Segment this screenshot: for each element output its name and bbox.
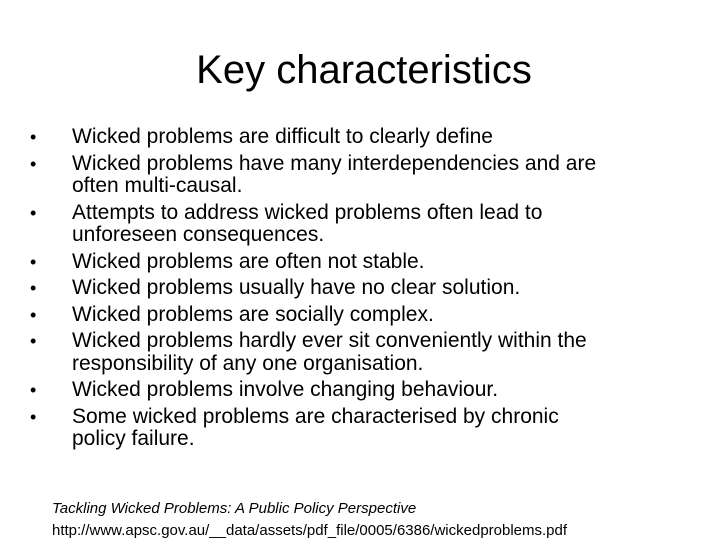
bullet-line: Wicked problems are difficult to clearly define <box>72 125 493 148</box>
bullet-icon: • <box>30 127 37 147</box>
bullet-line: policy failure. <box>72 427 195 450</box>
bullet-line: Wicked problems are socially complex. <box>72 302 434 326</box>
bullet-line: Some wicked problems are characterised by chronic <box>72 404 559 428</box>
bullet-item <box>30 126 700 149</box>
bullet-item <box>30 379 700 402</box>
bullet-icon: • <box>30 304 37 325</box>
bullet-list <box>30 126 700 451</box>
bullet-item <box>30 406 700 451</box>
bullet-line: Wicked problems are often not stable. <box>72 249 425 273</box>
bullet-item <box>30 202 700 247</box>
bullet-line: unforeseen consequences. <box>72 223 325 246</box>
bullet-line: Wicked problems have many interdependencies and are <box>72 151 597 175</box>
bullet-icon: • <box>30 406 37 427</box>
bullet-line: Wicked problems hardly ever sit conveniently within the <box>72 329 587 352</box>
bullet-icon: • <box>30 380 37 400</box>
bullet-line: Attempts to address wicked problems often lead to <box>72 200 543 224</box>
slide-title: Key characteristics <box>196 48 532 92</box>
bullet-item <box>30 277 700 300</box>
bullet-item <box>30 304 700 327</box>
bullet-icon: • <box>30 331 37 351</box>
bullet-line: often multi-causal. <box>72 174 243 197</box>
bullet-icon: • <box>30 202 37 223</box>
bullet-icon: • <box>30 153 37 174</box>
bullet-line: Wicked problems usually have no clear solution. <box>72 276 521 299</box>
bullet-line: Wicked problems involve changing behaviour. <box>72 378 499 401</box>
bullet-item <box>30 330 700 375</box>
source-title: Tackling Wicked Problems: A Public Policy Perspective <box>52 500 417 517</box>
bullet-icon: • <box>30 251 37 272</box>
bullet-item <box>30 251 700 274</box>
bullet-line: responsibility of any one organisation. <box>72 351 424 375</box>
bullet-item <box>30 153 700 198</box>
source-url: http://www.apsc.gov.au/__data/assets/pdf_file/0005/6386/wickedproblems.pdf <box>52 522 568 539</box>
bullet-icon: • <box>30 278 37 298</box>
